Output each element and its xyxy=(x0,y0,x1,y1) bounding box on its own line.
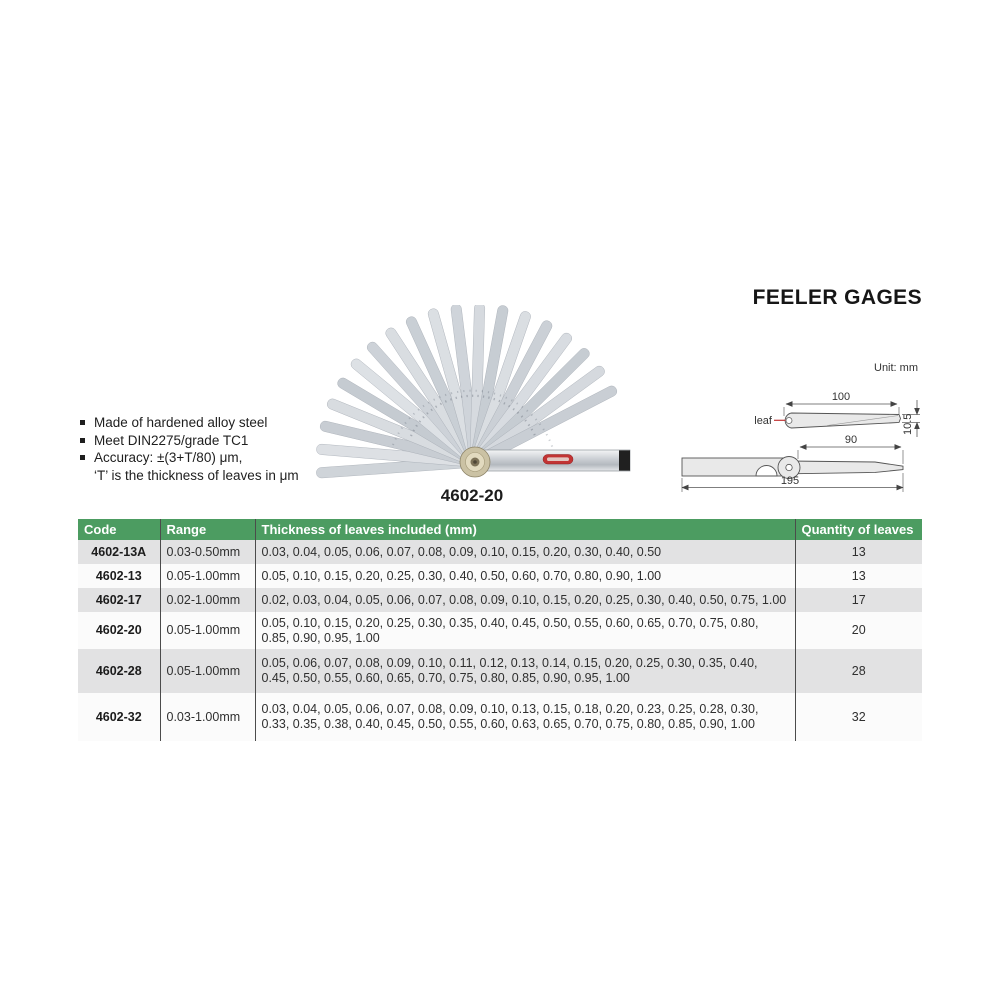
brand-logo-inner xyxy=(547,457,569,461)
feature-text: Made of hardened alloy steel xyxy=(94,415,268,430)
table-header-row xyxy=(78,519,922,540)
bullet-square-icon xyxy=(80,455,85,460)
feature-text-continuation: ‘T’ is the thickness of leaves in μm xyxy=(94,467,299,483)
col-header-thickness: Thickness of leaves included (mm) xyxy=(255,519,795,540)
bullet-square-icon xyxy=(80,420,85,425)
cell-range: 0.03-0.50mm xyxy=(160,540,255,564)
cell-quantity: 13 xyxy=(795,564,922,588)
cell-thickness: 0.03, 0.04, 0.05, 0.06, 0.07, 0.08, 0.09, 0.10, 0.15, 0.20, 0.30, 0.40, 0.50 xyxy=(255,540,795,564)
cell-code: 4602-13A xyxy=(78,540,160,564)
leaf-hole xyxy=(786,418,792,424)
cell-thickness: 0.05, 0.10, 0.15, 0.20, 0.25, 0.30, 0.40, 0.50, 0.60, 0.70, 0.80, 0.90, 1.00 xyxy=(255,564,795,588)
cell-range: 0.03-1.00mm xyxy=(160,693,255,741)
cell-code: 4602-13 xyxy=(78,564,160,588)
dim-100: 100 xyxy=(831,391,851,403)
feature-text: Accuracy: ±(3+T/80) μm, xyxy=(94,450,243,465)
unit-label: Unit: mm xyxy=(874,362,918,374)
cell-quantity: 32 xyxy=(795,693,922,741)
cell-quantity: 20 xyxy=(795,612,922,649)
cell-quantity: 13 xyxy=(795,540,922,564)
table-row xyxy=(78,612,922,649)
table-row xyxy=(78,540,922,564)
cell-range: 0.05-1.00mm xyxy=(160,612,255,649)
table-row xyxy=(78,649,922,693)
col-header-quantity: Quantity of leaves xyxy=(795,519,922,540)
cell-range: 0.02-1.00mm xyxy=(160,588,255,612)
cell-thickness: 0.05, 0.10, 0.15, 0.20, 0.25, 0.30, 0.35, 0.40, 0.45, 0.50, 0.55, 0.60, 0.65, 0.70, 0.75, 0.80, 0.85, 0.90, 0.95, 1.00 xyxy=(255,612,795,649)
handle-end-cap xyxy=(619,450,630,470)
cell-thickness: 0.05, 0.06, 0.07, 0.08, 0.09, 0.10, 0.11, 0.12, 0.13, 0.14, 0.15, 0.20, 0.25, 0.30, 0.35, 0.40, 0.45, 0.50, 0.55, 0.60, 0.65, 0.70, 0.75, 0.80, 0.85, 0.90, 0.95, 1.00 xyxy=(255,649,795,693)
leaf-outline xyxy=(785,413,900,428)
dimension-drawing xyxy=(675,355,935,505)
dim-10-5: 10.5 xyxy=(902,413,914,435)
pivot-center-dot xyxy=(473,460,477,464)
dim-90: 90 xyxy=(844,434,858,446)
table-row xyxy=(78,564,922,588)
table-row xyxy=(78,588,922,612)
page-title: FEELER GAGES xyxy=(752,286,922,309)
col-header-code: Code xyxy=(78,519,160,540)
col-header-range: Range xyxy=(160,519,255,540)
pivot-hole-outline xyxy=(786,464,792,470)
cell-range: 0.05-1.00mm xyxy=(160,649,255,693)
product-model-caption: 4602-20 xyxy=(440,486,504,505)
cell-thickness: 0.03, 0.04, 0.05, 0.06, 0.07, 0.08, 0.09, 0.10, 0.13, 0.15, 0.18, 0.20, 0.23, 0.25, 0.28, 0.30, 0.33, 0.35, 0.38, 0.40, 0.45, 0.50, 0.55, 0.60, 0.63, 0.65, 0.70, 0.75, 0.80, 0.85, 0.90, 1.00 xyxy=(255,693,795,741)
cell-quantity: 28 xyxy=(795,649,922,693)
cell-code: 4602-28 xyxy=(78,649,160,693)
table-row xyxy=(78,693,922,741)
feature-text: Meet DIN2275/grade TC1 xyxy=(94,432,249,448)
cell-code: 4602-32 xyxy=(78,693,160,741)
gage-blade-outline xyxy=(789,461,903,474)
product-photo-feeler-gage-fan xyxy=(300,305,645,505)
cell-code: 4602-17 xyxy=(78,588,160,612)
dim-195: 195 xyxy=(780,475,800,487)
spec-table xyxy=(78,519,922,741)
bullet-square-icon xyxy=(80,438,85,443)
cell-code: 4602-20 xyxy=(78,612,160,649)
cell-quantity: 17 xyxy=(795,588,922,612)
leaf-label: leaf xyxy=(754,415,772,427)
cell-thickness: 0.02, 0.03, 0.04, 0.05, 0.06, 0.07, 0.08, 0.09, 0.10, 0.15, 0.20, 0.25, 0.30, 0.40, 0.50, 0.75, 1.00 xyxy=(255,588,795,612)
cell-range: 0.05-1.00mm xyxy=(160,564,255,588)
